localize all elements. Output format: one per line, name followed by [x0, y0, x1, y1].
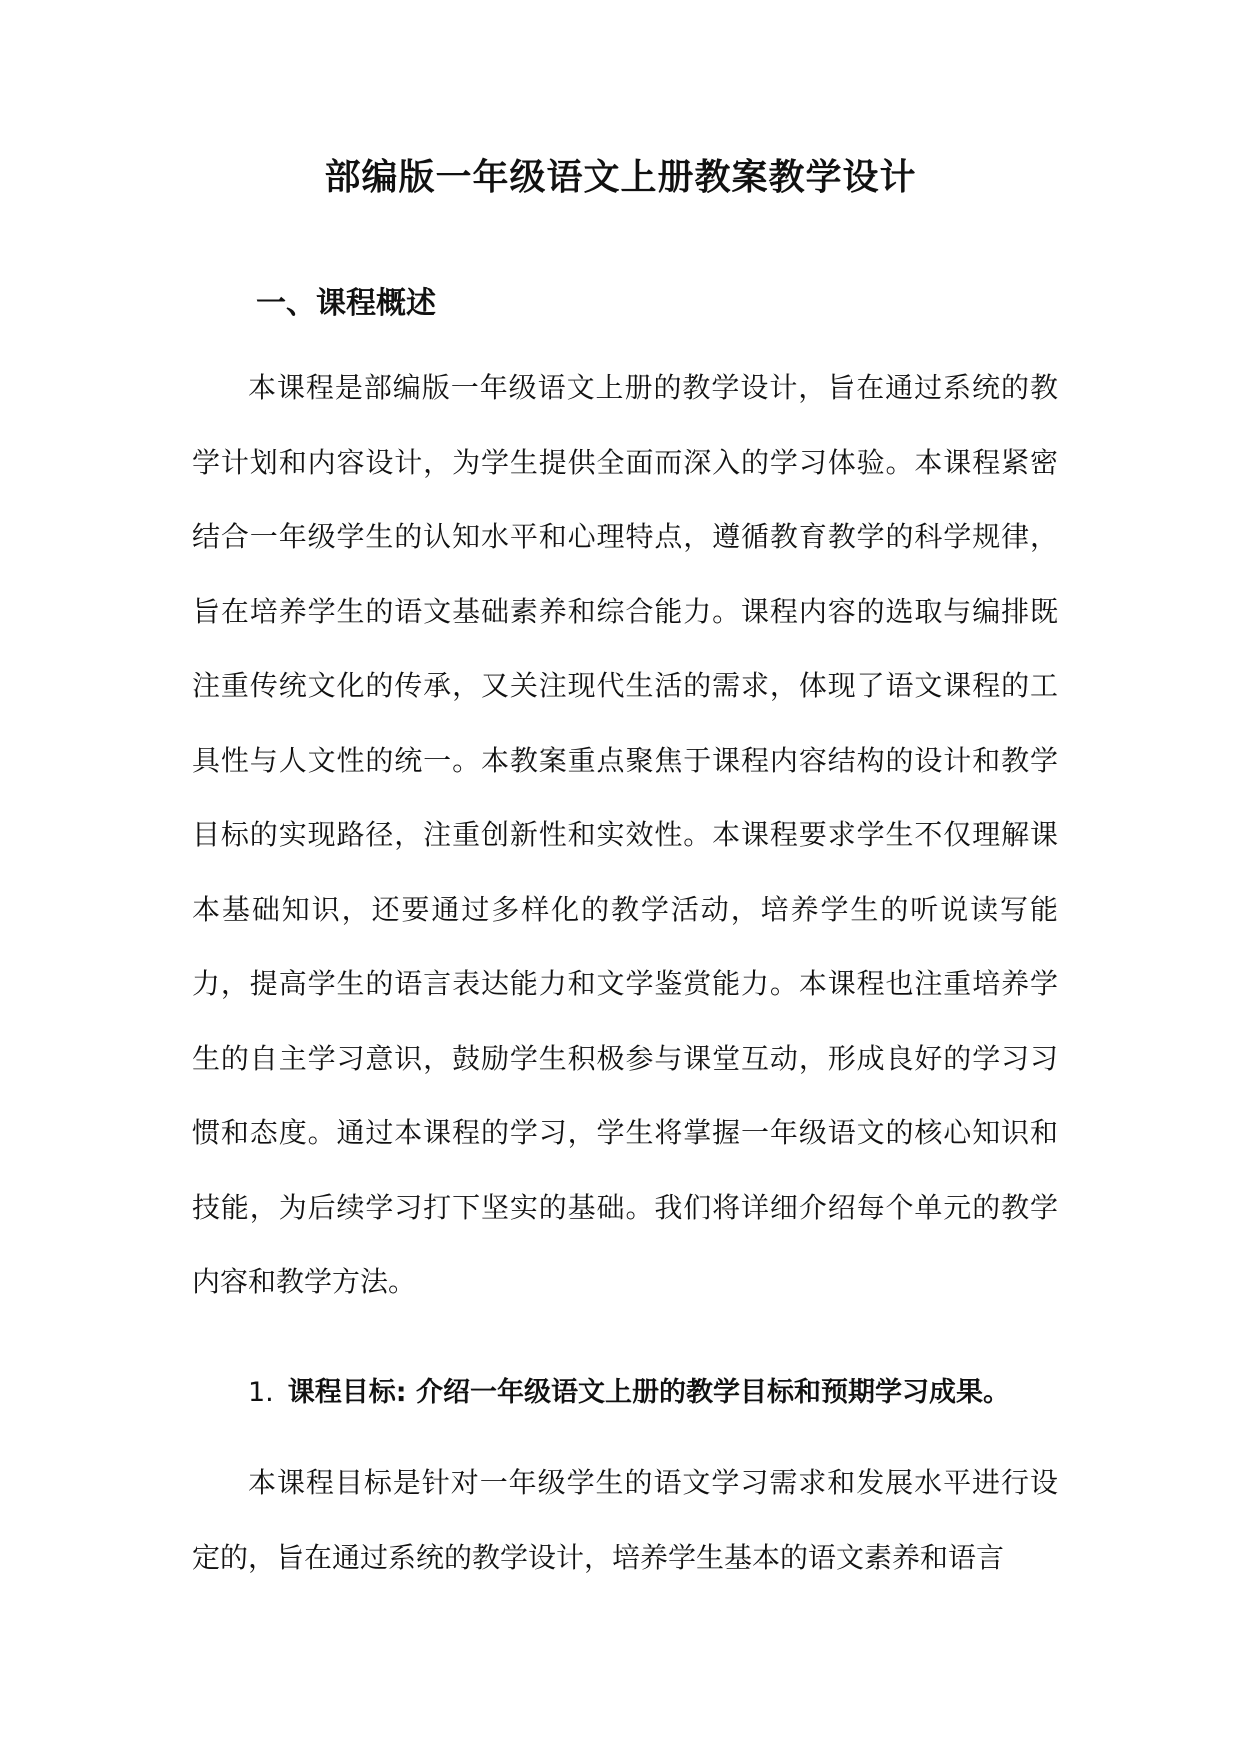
paragraph-course-goals: 本课程目标是针对一年级学生的语文学习需求和发展水平进行设定的，旨在通过系统的教学设计，培养学生基本的语文素养和语言 [192, 1466, 1058, 1574]
subheading-number: 1. [248, 1377, 274, 1408]
paragraph-course-overview: 本课程是部编版一年级语文上册的教学设计，旨在通过系统的教学计划和内容设计，为学生提供全面而深入的学习体验。本课程紧密结合一年级学生的认知水平和心理特点，遵循教育教学的科学规律，旨在培养学生的语文基础素养和综合能力。课程内容的选取与编排既注重传统文化的传承，又关注现代生活的需求，体现了语文课程的工具性与人文性的统一。本教案重点聚焦于课程内容结构的设计和教学目标的实现路径，注重创新性和实效性。本课程要求学生不仅理解课本基础知识，还要通过多样化的教学活动，培养学生的听说读写能力，提高学生的语言表达能力和文学鉴赏能力。本课程也注重培养学生的自主学习意识，鼓励学生积极参与课堂互动，形成良好的学习习惯和态度。通过本课程的学习，学生将掌握一年级语文的核心知识和技能，为后续学习打下坚实的基础。我们将详细介绍每个单元的教学内容和教学方法。 [192, 371, 1058, 1298]
subheading-text: 课程目标: 介绍一年级语文上册的教学目标和预期学习成果。 [287, 1377, 1010, 1408]
section-heading-course-overview: 一、课程概述 [256, 286, 436, 321]
subheading-course-goals [248, 1371, 1010, 1415]
document-title: 部编版一年级语文上册教案教学设计 [324, 157, 917, 198]
